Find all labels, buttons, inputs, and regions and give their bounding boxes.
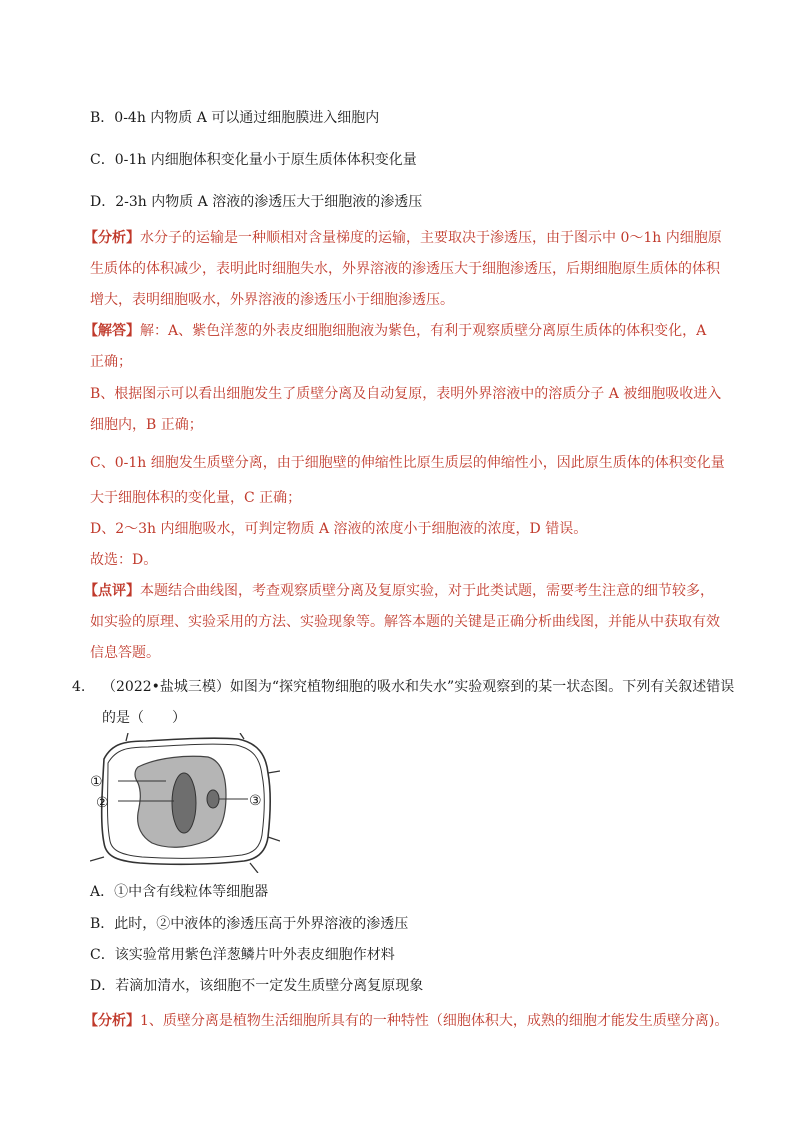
analysis-text: 水分子的运输是一种顺相对含量梯度的运输，主要取决于渗透压，由于图示中 0～1h 内细胞原 bbox=[140, 230, 722, 246]
answer-line-1 bbox=[84, 321, 706, 341]
analysis-tag: 【分析】 bbox=[84, 230, 140, 246]
comment-line-1 bbox=[84, 581, 714, 601]
option-d: D．2-3h 内物质 A 溶液的渗透压大于细胞液的渗透压 bbox=[90, 194, 423, 210]
answer-text: 解：A、紫色洋葱的外表皮细胞细胞液为紫色，有利于观察质壁分离原生质体的体积变化，A bbox=[140, 323, 707, 339]
analysis-line-2: 生质体的体积减少，表明此时细胞失水，外界溶液的渗透压大于细胞渗透压，后期细胞原生质体的体积 bbox=[90, 261, 720, 277]
analysis-line-1 bbox=[84, 228, 722, 248]
answer-line-2: 正确； bbox=[90, 354, 132, 370]
analysis-line-3: 增大，表明细胞吸水，外界溶液的渗透压小于细胞渗透压。 bbox=[90, 292, 454, 308]
question-stem-line-1: （2022•盐城三模）如图为“探究植物细胞的吸水和失水”实验观察到的某一状态图。下列有关叙述错误 bbox=[102, 679, 735, 695]
option-c: C．0-1h 内细胞体积变化量小于原生质体体积变化量 bbox=[90, 152, 417, 168]
label-1: ① bbox=[90, 774, 103, 790]
q4-option-c: C．该实验常用紫色洋葱鳞片叶外表皮细胞作材料 bbox=[90, 947, 395, 963]
answer-line-5: C、0-1h 细胞发生质壁分离，由于细胞壁的伸缩性比原生质层的伸缩性小，因此原生质体的体积变化量 bbox=[90, 455, 725, 471]
option-b: B．0-4h 内物质 A 可以通过细胞膜进入细胞内 bbox=[90, 110, 380, 126]
comment-text: 本题结合曲线图，考查观察质壁分离及复原实验，对于此类试题，需要考生注意的细节较多， bbox=[140, 583, 714, 599]
answer-line-3: B、根据图示可以看出细胞发生了质壁分离及自动复原，表明外界溶液中的溶质分子 A 被细胞吸收进入 bbox=[90, 386, 722, 402]
comment-tag: 【点评】 bbox=[84, 583, 140, 599]
answer-line-6: 大于细胞体积的变化量，C 正确； bbox=[90, 490, 302, 506]
plant-cell-diagram bbox=[90, 733, 280, 873]
answer-tag: 【解答】 bbox=[84, 323, 140, 339]
label-3: ③ bbox=[249, 793, 262, 809]
q4-option-a: A．①中含有线粒体等细胞器 bbox=[90, 884, 269, 900]
q4-option-d: D．若滴加清水，该细胞不一定发生质壁分离复原现象 bbox=[90, 978, 424, 994]
q4-analysis-line-1 bbox=[84, 1011, 728, 1031]
q4-analysis-tag: 【分析】 bbox=[84, 1013, 140, 1029]
comment-line-3: 信息答题。 bbox=[90, 645, 160, 661]
label-2: ② bbox=[96, 795, 109, 811]
comment-line-2: 如实验的原理、实验采用的方法、实验现象等。解答本题的关键是正确分析曲线图，并能从中获取有效 bbox=[90, 614, 720, 630]
nucleus bbox=[207, 790, 219, 808]
q4-analysis-text: 1、质壁分离是植物生活细胞所具有的一种特性（细胞体积大，成熟的细胞才能发生质壁分离)。 bbox=[140, 1013, 729, 1029]
question-number: 4. bbox=[72, 679, 86, 695]
answer-line-7: D、2～3h 内细胞吸水，可判定物质 A 溶液的浓度小于细胞液的浓度，D 错误。 bbox=[90, 521, 588, 537]
vacuole bbox=[172, 773, 196, 833]
question-stem-line-2: 的是（ ） bbox=[102, 710, 186, 726]
answer-line-8: 故选：D。 bbox=[90, 552, 158, 568]
answer-line-4: 细胞内，B 正确； bbox=[90, 417, 203, 433]
q4-option-b: B．此时，②中液体的渗透压高于外界溶液的渗透压 bbox=[90, 916, 409, 932]
